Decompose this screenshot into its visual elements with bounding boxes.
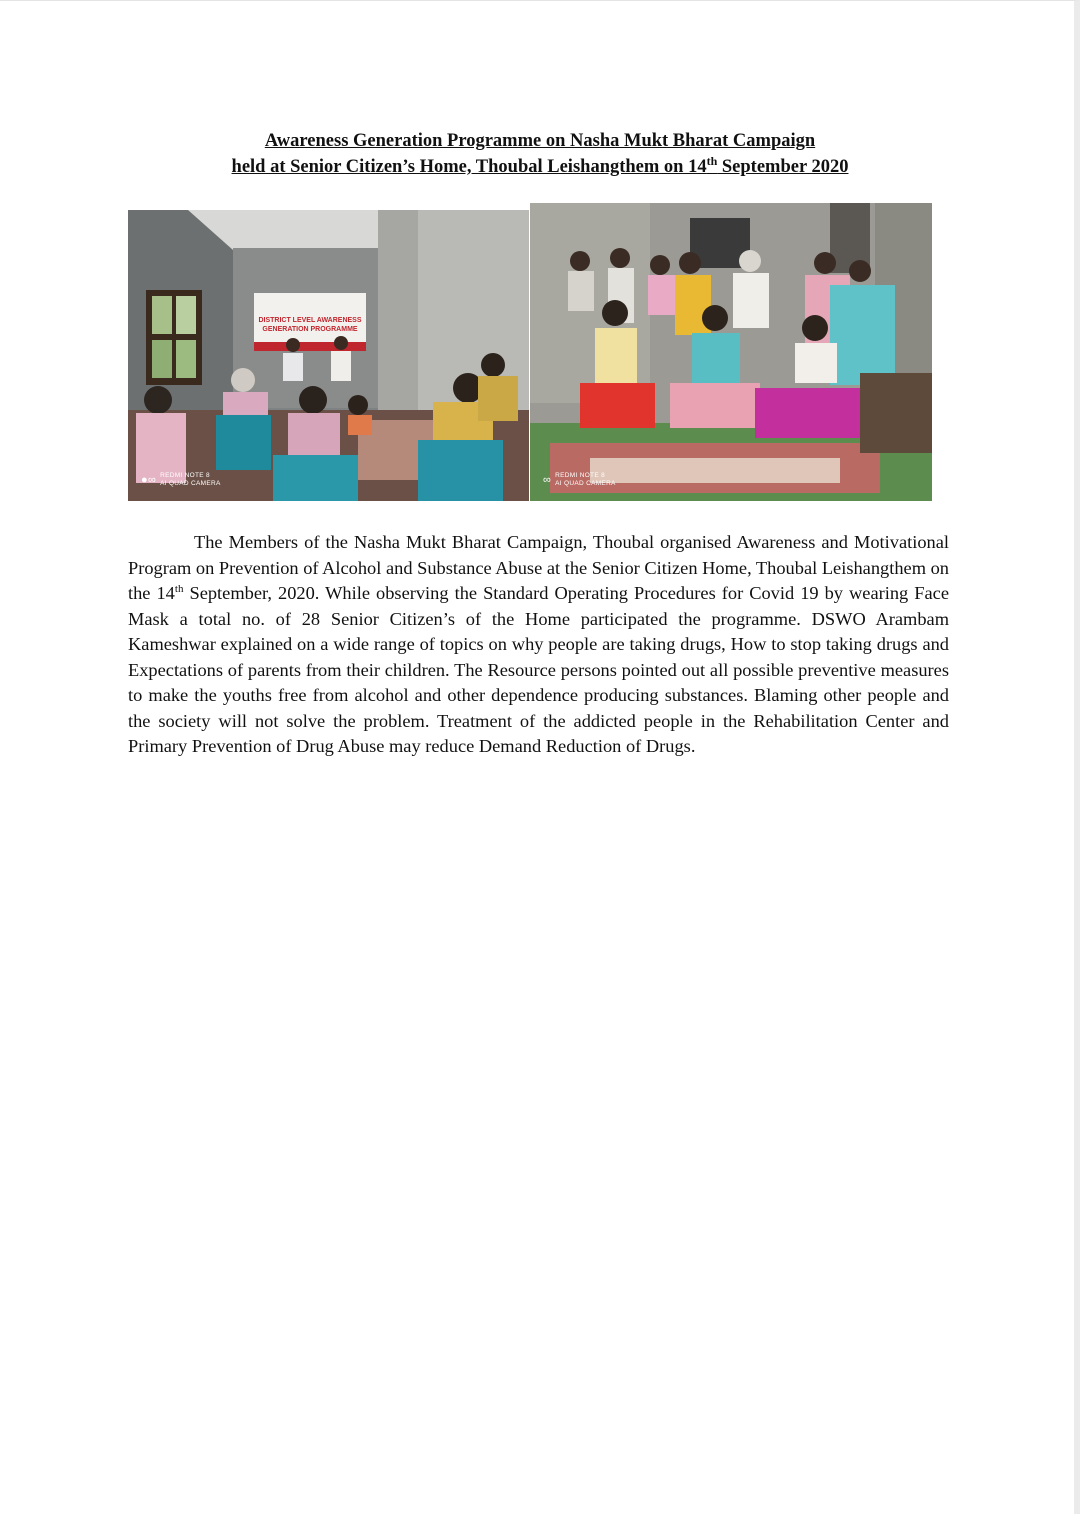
body-paragraph <box>128 530 949 760</box>
camera-icon: ∞ <box>543 473 552 486</box>
paragraph-ordinal-suffix: th <box>174 582 184 595</box>
title-line-2-text: held at Senior Citizen’s Home, Thoubal Leishangthem on 14 <box>231 157 707 177</box>
banner-line-1: DISTRICT LEVEL AWARENESS <box>258 317 362 324</box>
watermark-line-2: AI QUAD CAMERA <box>555 480 616 487</box>
watermark-line-1: REDMI NOTE 8 <box>555 472 605 479</box>
banner-line-2: GENERATION PROGRAMME <box>262 326 358 333</box>
camera-icon: ●∞ <box>141 473 157 486</box>
paragraph-text-2: September, 2020. While observing the Standard Operating Procedures for Covid 19 by wearing Face Mask a total no. of 28 Senior Citizen’s of the Home participated the programme. DSWO Arambam Kameshwar explained on a wide range of topics on why people are taking drugs, How to stop taking drugs and Expectations of parents from their children. The Resource persons pointed out all possible preventive measures to make the youths free from alcohol and other dependence producing substances. Blaming other people and the society will not solve the problem. Treatment of the addicted people in the Rehabilitation Center and Primary Prevention of Drug Abuse may reduce Demand Reduction of Drugs. <box>128 583 949 756</box>
photo-speakers-hall <box>128 210 529 501</box>
paragraph-text-1: The Members of the Nasha Mukt Bharat Campaign, Thoubal organised Awareness and Motivational Program on Prevention of Alcohol and Substance Abuse at the Senior Citizen Home, Thoubal Leishangthem on the 14 <box>128 532 949 603</box>
title-line-2-date: September 2020 <box>717 157 849 177</box>
speakers-hall-image <box>128 210 529 501</box>
watermark-line-2: AI QUAD CAMERA <box>160 480 221 487</box>
photo-strip <box>128 203 932 503</box>
photo-senior-citizens <box>530 203 932 501</box>
title-line-1: Awareness Generation Programme on Nasha Mukt Bharat Campaign <box>264 131 816 151</box>
title-line-2 <box>0 154 1080 180</box>
senior-citizens-image <box>530 203 932 501</box>
title-ordinal-suffix: th <box>706 153 718 168</box>
camera-watermark <box>543 472 616 488</box>
document-title <box>0 128 1080 180</box>
watermark-line-1: REDMI NOTE 8 <box>160 472 210 479</box>
camera-watermark <box>141 472 221 488</box>
